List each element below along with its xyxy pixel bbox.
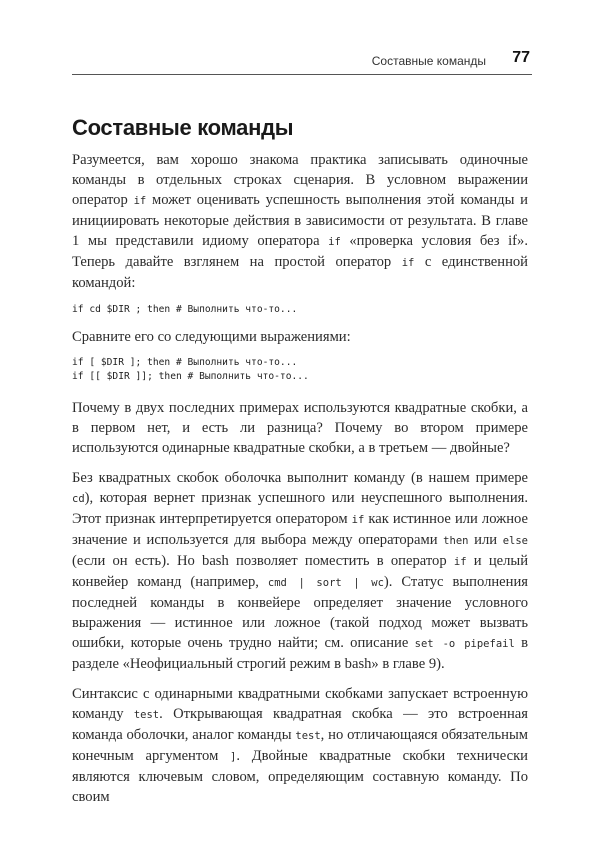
paragraph-compare: Сравните его со следующими выражениями: — [72, 329, 351, 345]
inline-code: if — [401, 257, 415, 269]
code-example-cd: if cd $DIR ; then # Выполнить что-то... — [72, 304, 298, 315]
inline-code: if — [133, 195, 147, 207]
running-header-title: Составные команды — [371, 54, 486, 68]
page-header — [72, 48, 532, 75]
paragraph-explanation: Без квадратных скобок оболочка выполнит команду (в нашем примере cd), которая вернет признак успешного или неуспешного выполнения. Этот признак интерпретируется оператором if как истинное или ложное значение и используется для выбора между операторами then или else (если он есть). Но bash позволяет поместить в оператор if и целый конвейер команд (например, cmd | sort | wc). Статус выполнения последней команды в конвейере определяет значение условного выражения — истинное или ложное (такой подход может вызвать ошибки, которые очень трудно найти; см. описание set -o pipefail в разделе «Неофициальный строгий режим в bash» в главе 9). — [72, 470, 529, 672]
inline-code: if — [351, 514, 365, 526]
paragraph-intro: Разумеется, вам хорошо знакома практика записывать одиночные команды в отдельных строках сценария. В условном выражении оператор if может оценивать успешность выполнения этой команды и инициировать некоторые действия в зависимости от результата. В главе 1 мы представили идиому оператора if «проверка условия без if». Теперь давайте взглянем на простой оператор if с единственной командой: — [72, 152, 528, 291]
inline-code: if — [453, 556, 467, 568]
inline-code: set -o pipefail — [414, 638, 515, 650]
paragraph-test-syntax: Синтаксис с одинарными квадратными скобками запускает встроенную команду test. Открывающая квадратная скобка — это встроенная команда оболочки, аналог команды test, но отличающаяся обязательным конечным аргументом ]. Двойные квадратные скобки технически являются ключевым словом, определяющим составную команду. По своим — [72, 686, 529, 805]
page-body — [72, 150, 528, 807]
page-number: 77 — [512, 49, 530, 66]
code-example-brackets: if [ $DIR ]; then # Выполнить что-то... if [[ $DIR ]]; then # Выполнить что-то... — [72, 357, 309, 382]
inline-code: test — [133, 709, 160, 721]
inline-code: cd — [72, 493, 85, 505]
inline-code: test — [295, 730, 321, 742]
paragraph-question: Почему в двух последних примерах используются квадратные скобки, а в первом нет, и есть ли разница? Почему во втором примере используются одинарные квадратные скобки, а в третьем — двойные? — [72, 400, 528, 456]
inline-code: ] — [230, 751, 237, 763]
inline-code: cmd | sort | wc — [267, 577, 384, 589]
section-title: Составные команды — [72, 115, 294, 140]
inline-code: else — [502, 535, 528, 547]
inline-code: if — [328, 236, 341, 248]
inline-code: then — [443, 535, 469, 547]
